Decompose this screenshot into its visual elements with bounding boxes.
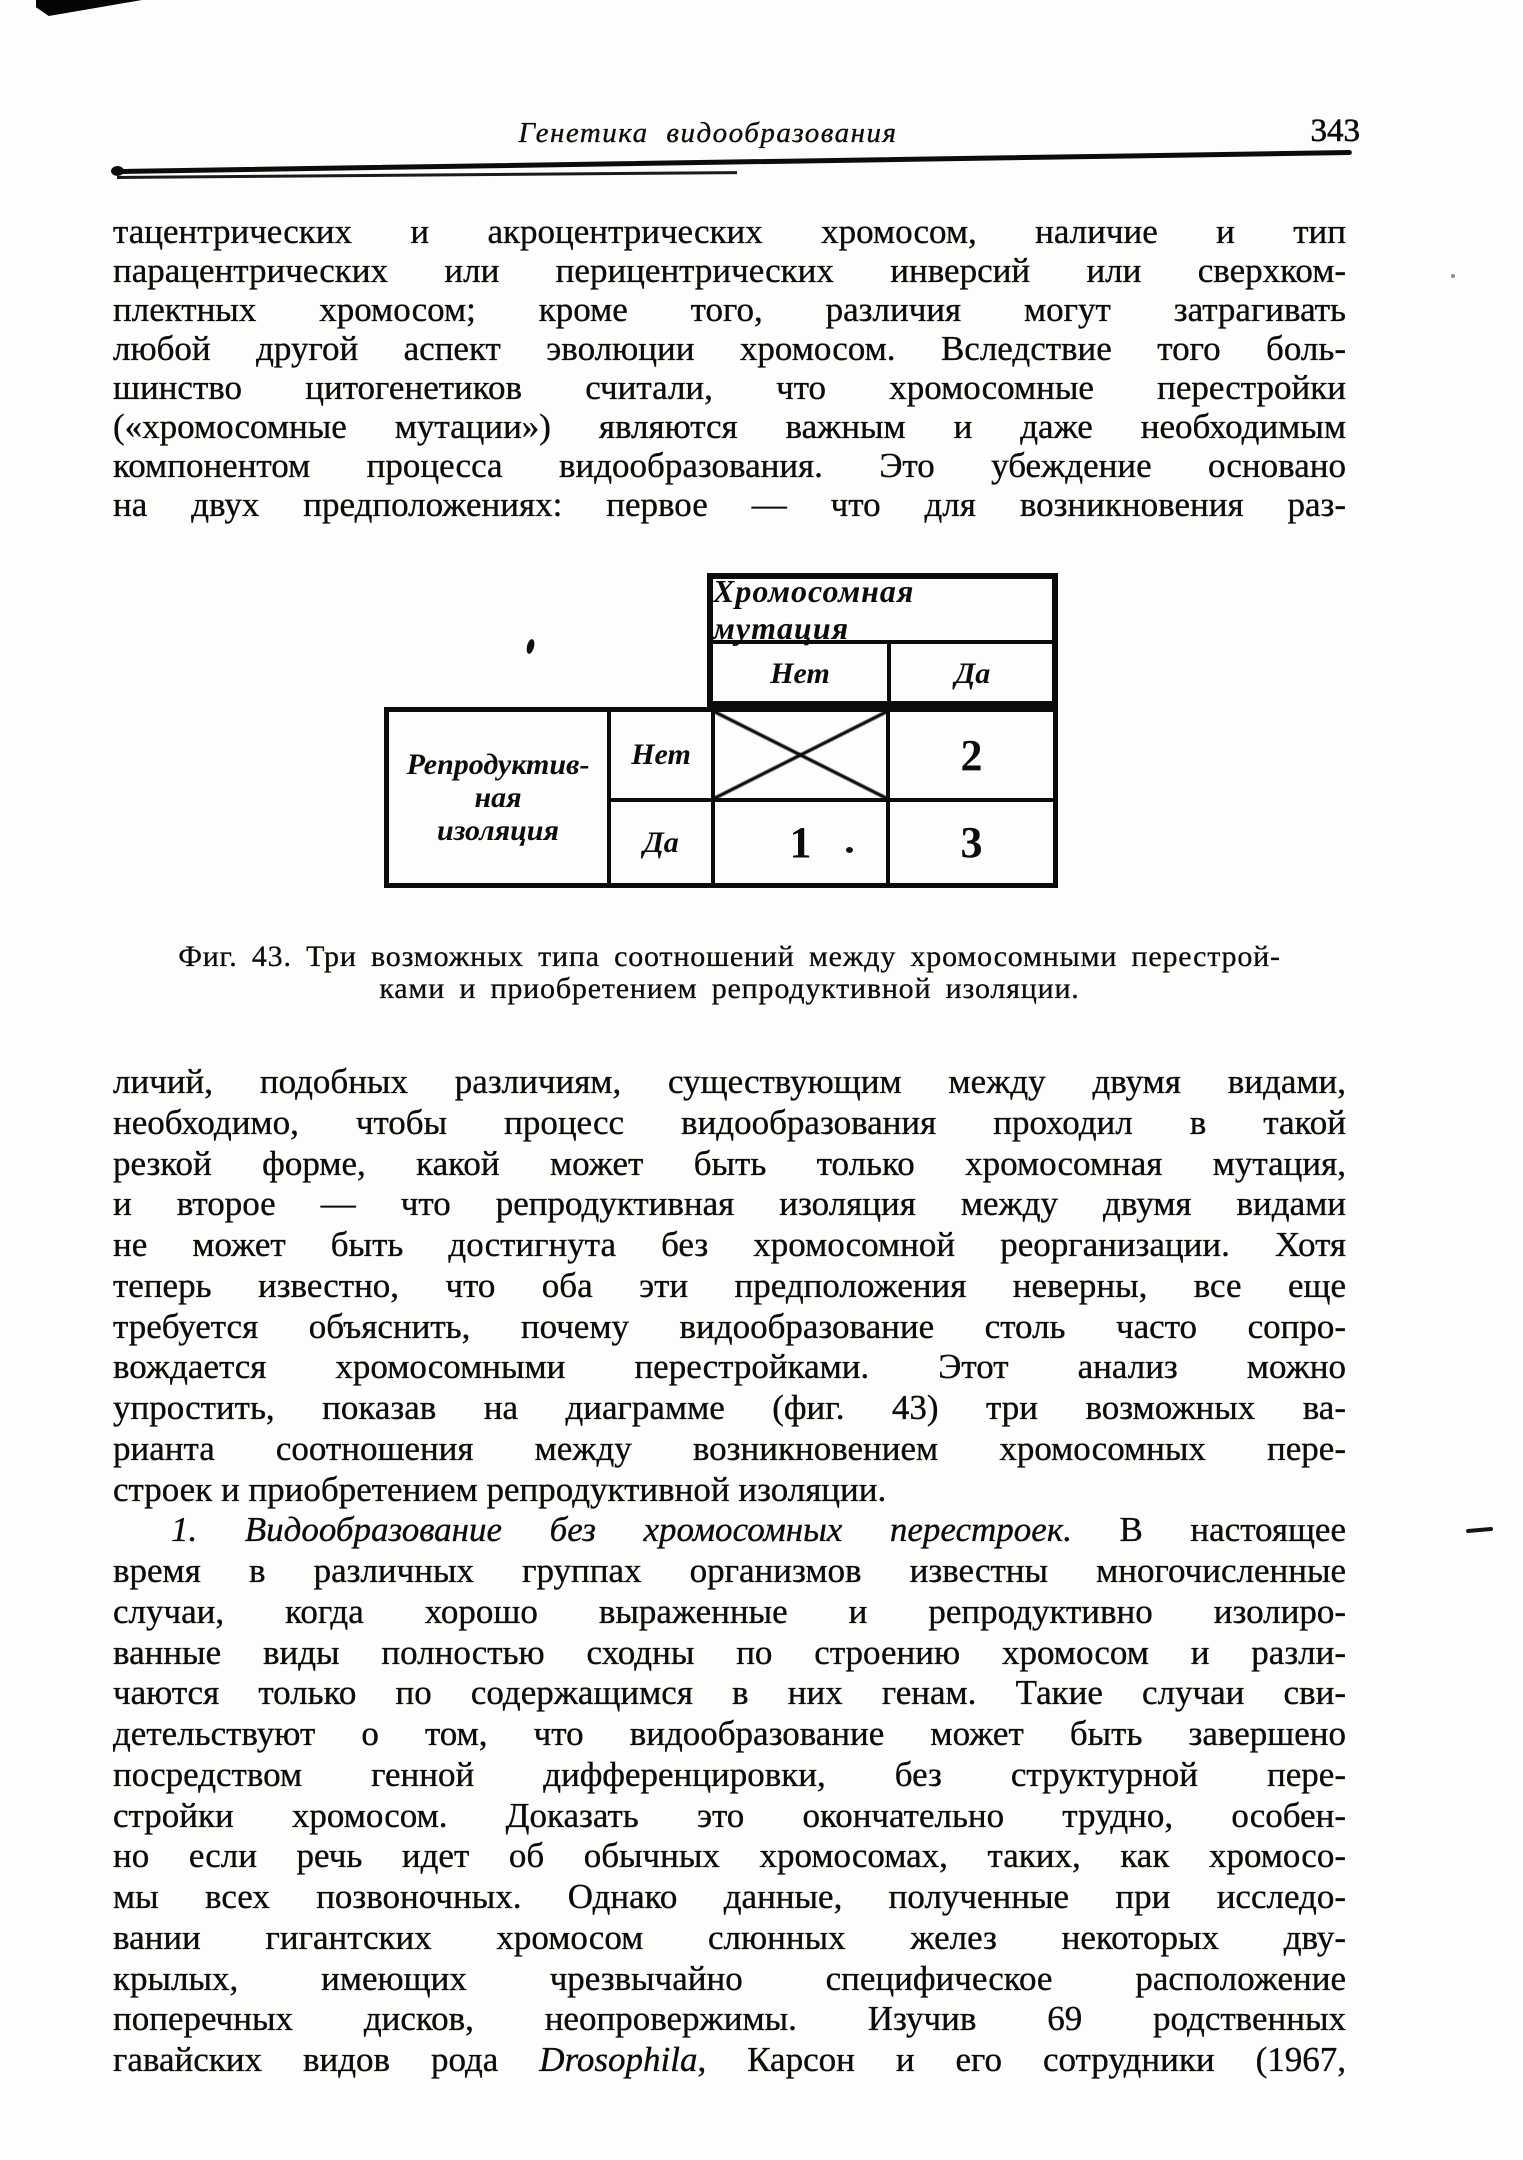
text-line: парацентрических или перицентрических инверсий или сверхком- xyxy=(113,251,1346,290)
running-title: Генетика видообразования xyxy=(518,117,898,149)
text-line: необходимо, чтобы процесс видообразования проходил в такой xyxy=(113,1102,1346,1142)
figure-cell-3: 3 xyxy=(886,798,1053,883)
text-line: упростить, показав на диаграмме (фиг. 43) три возможных ва- xyxy=(113,1388,1346,1427)
text-line: и второе — что репродуктивная изоляция между двумя видами xyxy=(113,1184,1346,1224)
figure-row-group-label xyxy=(389,712,607,883)
text-line: стройки хромосом. Доказать это окончательно трудно, особен- xyxy=(113,1795,1346,1835)
text-line: крылых, имеющих чрезвычайно специфическое расположение xyxy=(113,1958,1346,1998)
page-number: 343 xyxy=(1310,113,1360,149)
text-line: резкой форме, какой может быть только хромосомная мутация, xyxy=(113,1143,1346,1183)
text-line xyxy=(113,1510,1346,1551)
text-line: но если речь идет об обычных хромосомах, таких, как хромосо- xyxy=(113,1836,1346,1876)
text-line: плектных хромосом; кроме того, различия могут затрагивать xyxy=(113,290,1346,329)
text-line: личий, подобных различиям, существующим между двумя видами, xyxy=(113,1062,1346,1101)
scan-smudge-artifact xyxy=(36,0,142,16)
text-segment: гавайских видов рода xyxy=(113,2040,540,2079)
figure-cell-crossed-out xyxy=(711,712,886,798)
text-line: случаи, когда хорошо выраженные и репродуктивно изолиро- xyxy=(113,1591,1346,1631)
text-line: («хромосомные мутации») являются важным и даже необходимым xyxy=(113,407,1346,446)
figure-caption xyxy=(113,941,1346,1005)
text-line: не может быть достигнута без хромосомной реорганизации. Хотя xyxy=(113,1225,1346,1264)
italic-text: 1. Видообразование без хромосомных перестроек. xyxy=(171,1510,1072,1550)
text-line: рианта соотношения между возникновением хромосомных пере- xyxy=(113,1428,1346,1468)
text-segment: В настоящее xyxy=(1071,1510,1346,1550)
text-line: мы всех позвоночных. Однако данные, полученные при исследо- xyxy=(113,1877,1346,1916)
figure-column-label-yes: Да xyxy=(887,640,1054,703)
margin-dash-artifact xyxy=(1466,1527,1493,1533)
text-segment: , Карсон и его сотрудники (1967, xyxy=(697,2040,1346,2079)
text-line: ная xyxy=(474,781,522,814)
text-line: ванные виды полностью сходны по строению хромосом и разли- xyxy=(113,1632,1346,1672)
figure-cell-2: 2 xyxy=(886,712,1053,798)
faint-speck-artifact xyxy=(1451,274,1455,278)
text-line xyxy=(113,1470,1346,1511)
figure-body-table xyxy=(384,707,1058,888)
text-line xyxy=(113,2040,1346,2081)
paragraph-top xyxy=(113,212,1346,524)
text-line: поперечных дисков, неопровержимы. Изучив 69 родственных xyxy=(113,1999,1346,2039)
text-line: вождается хромосомными перестройками. Этот анализ можно xyxy=(113,1347,1346,1387)
text-line: вании гигантских хромосом слюнных желез некоторых дву- xyxy=(113,1917,1346,1957)
paragraph-main xyxy=(113,1062,1346,2081)
text-line: Репродуктив- xyxy=(406,748,590,781)
text-line: Фиг. 43. Три возможных типа соотношений между хромосомными перестрой- xyxy=(178,940,1281,973)
text-line: время в различных группах организмов известны многочисленные xyxy=(113,1551,1346,1590)
figure-cell-1: 1 xyxy=(711,798,886,883)
text-line: посредством генной дифференцировки, без структурной пере- xyxy=(113,1754,1346,1794)
text-line: чаются только по содержащимся в них генам. Такие случаи сви- xyxy=(113,1673,1346,1713)
text-line: на двух предположениях: первое — что для возникновения раз- xyxy=(113,485,1346,524)
figure-column-header-table xyxy=(707,573,1058,707)
text-line: шинство цитогенетиков считали, что хромосомные перестройки xyxy=(113,368,1346,407)
text-line: ками и приобретением репродуктивной изоляции. xyxy=(379,972,1080,1005)
text-line: изоляция xyxy=(437,814,559,847)
figure-row-label-no: Нет xyxy=(607,712,711,798)
italic-text: Drosophila xyxy=(539,2040,698,2079)
figure-row-label-yes: Да xyxy=(607,798,711,883)
text-line: любой другой аспект эволюции хромосом. Вследствие того боль- xyxy=(113,329,1346,368)
ink-speck-artifact xyxy=(525,638,535,654)
text-line: детельствуют о том, что видообразование может быть завершено xyxy=(113,1714,1346,1753)
text-line: тацентрических и акроцентрических хромосом, наличие и тип xyxy=(113,212,1346,251)
figure-column-label-no: Нет xyxy=(713,640,887,703)
text-line: требуется объяснить, почему видообразование столь часто сопро- xyxy=(113,1306,1346,1346)
text-line: теперь известно, что оба эти предположения неверны, все еще xyxy=(113,1265,1346,1305)
header-rule-end-blob xyxy=(111,166,124,176)
text-segment: строек и приобретением репродуктивной изоляции. xyxy=(113,1469,887,1509)
text-line: компонентом процесса видообразования. Это убеждение основано xyxy=(113,446,1346,485)
cross-icon xyxy=(715,712,886,798)
figure-column-group-label: Хромосомная мутация xyxy=(713,572,915,646)
ink-dot-artifact xyxy=(846,847,853,853)
